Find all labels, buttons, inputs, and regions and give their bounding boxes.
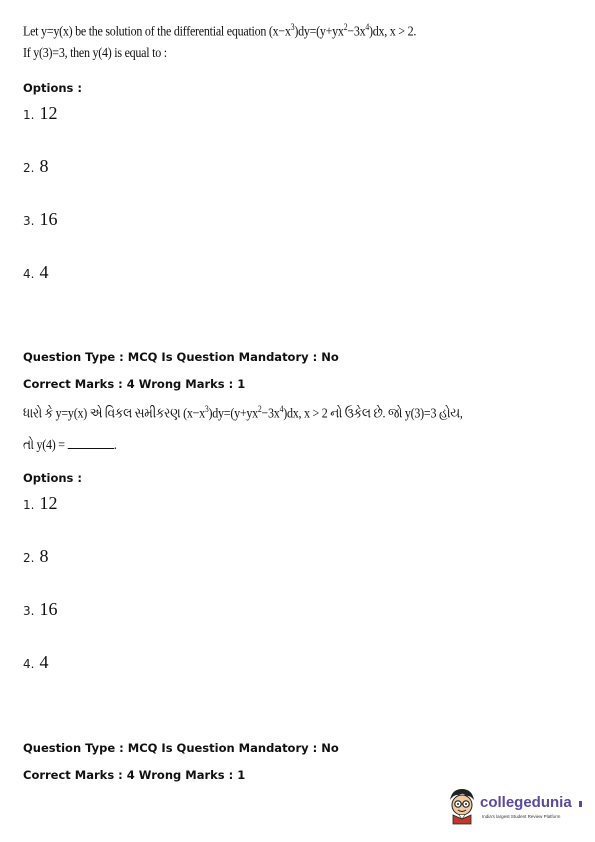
option-value: 4 xyxy=(39,262,49,282)
option-number: 2. xyxy=(23,551,35,565)
option-item xyxy=(23,156,49,177)
option-value: 4 xyxy=(39,652,49,672)
option-value: 12 xyxy=(39,493,58,513)
option-value: 8 xyxy=(39,156,49,176)
mascot-icon xyxy=(446,786,478,826)
collegedunia-logo xyxy=(446,784,586,830)
option-item xyxy=(23,209,58,230)
marks-info: Correct Marks : 4 Wrong Marks : 1 xyxy=(23,377,246,391)
option-value: 12 xyxy=(39,103,58,123)
option-number: 3. xyxy=(23,214,35,228)
option-item xyxy=(23,103,58,124)
option-number: 2. xyxy=(23,161,35,175)
option-number: 4. xyxy=(23,267,35,281)
question-1-text-line-2: If y(3)=3, then y(4) is equal to : xyxy=(23,46,167,61)
option-value: 16 xyxy=(39,599,58,619)
logo-mark xyxy=(579,801,582,807)
options-label: Options : xyxy=(23,81,82,95)
option-item xyxy=(23,262,49,283)
option-value: 8 xyxy=(39,546,49,566)
option-item xyxy=(23,546,49,567)
answer-blank xyxy=(67,438,113,449)
option-number: 1. xyxy=(23,498,35,512)
question-1-text-line-1: Let y=y(x) be the solution of the differential equation $(x-x^3)dy=(y+yx^2-3x^4)dx$, x > 2. xyxy=(23,22,417,40)
logo-wordmark: collegedunia xyxy=(480,794,572,811)
marks-info: Correct Marks : 4 Wrong Marks : 1 xyxy=(23,768,246,782)
option-item xyxy=(23,599,58,620)
options-label: Options : xyxy=(23,471,82,485)
option-number: 3. xyxy=(23,604,35,618)
logo-tagline: India's largest Student Review Platform xyxy=(482,814,561,819)
question-2-text-line-1: ધારો કે y=y(x) એ વિકલ સમીકરણ $(x-x^3)dy=(y+yx^2-3x^4)dx$, x > 2 નો ઉકેલ છે. જો y(3)=3 હોય, xyxy=(23,404,463,422)
option-item xyxy=(23,493,58,514)
question-type: Question Type : MCQ Is Question Mandatory : No xyxy=(23,741,339,755)
question-type: Question Type : MCQ Is Question Mandatory : No xyxy=(23,350,339,364)
question-2-text-line-2: તો y(4) = . xyxy=(23,438,117,453)
option-number: 1. xyxy=(23,108,35,122)
option-item xyxy=(23,652,49,673)
option-value: 16 xyxy=(39,209,58,229)
option-number: 4. xyxy=(23,657,35,671)
